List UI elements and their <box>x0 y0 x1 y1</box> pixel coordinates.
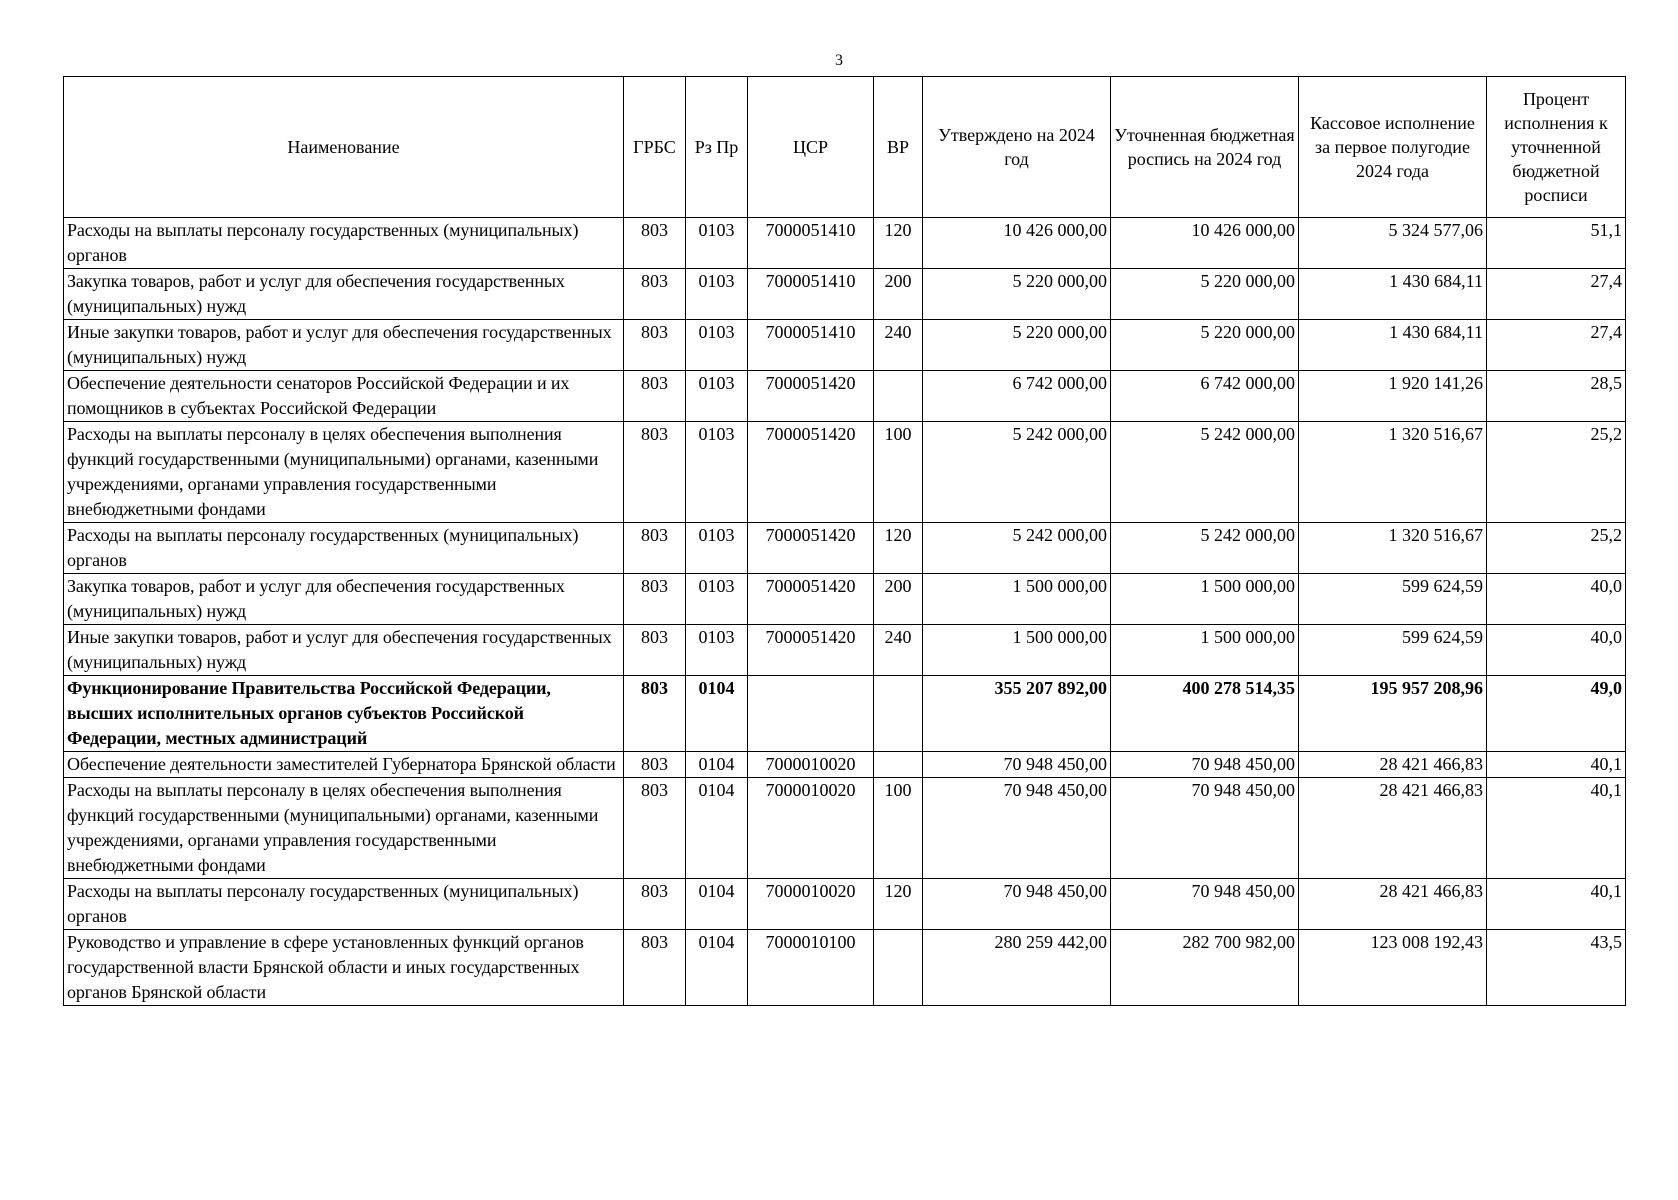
table-row <box>64 218 1626 269</box>
cell-name: Расходы на выплаты персоналу государственных (муниципальных) органов <box>64 218 624 269</box>
cell-cash: 28 421 466,83 <box>1299 752 1487 778</box>
cell-rzpr: 0104 <box>686 930 748 1006</box>
cell-approved: 280 259 442,00 <box>923 930 1111 1006</box>
cell-cash: 1 920 141,26 <box>1299 371 1487 422</box>
cell-cash: 599 624,59 <box>1299 574 1487 625</box>
cell-percent: 25,2 <box>1487 422 1626 523</box>
table-row <box>64 371 1626 422</box>
cell-vr <box>874 930 923 1006</box>
cell-cash: 123 008 192,43 <box>1299 930 1487 1006</box>
cell-vr: 200 <box>874 574 923 625</box>
cell-csr: 7000051410 <box>748 320 874 371</box>
cell-csr: 7000010020 <box>748 778 874 879</box>
cell-refined: 5 242 000,00 <box>1111 523 1299 574</box>
cell-approved: 355 207 892,00 <box>923 676 1111 752</box>
cell-rzpr: 0103 <box>686 625 748 676</box>
cell-rzpr: 0103 <box>686 422 748 523</box>
cell-approved: 5 220 000,00 <box>923 269 1111 320</box>
cell-name: Функционирование Правительства Российской Федерации, высших исполнительных органов субъектов Российской Федерации, местных администраций <box>64 676 624 752</box>
cell-cash: 1 320 516,67 <box>1299 422 1487 523</box>
cell-approved: 1 500 000,00 <box>923 625 1111 676</box>
cell-percent: 51,1 <box>1487 218 1626 269</box>
cell-percent: 25,2 <box>1487 523 1626 574</box>
cell-percent: 43,5 <box>1487 930 1626 1006</box>
cell-vr: 120 <box>874 879 923 930</box>
cell-grbs: 803 <box>624 320 686 371</box>
cell-refined: 70 948 450,00 <box>1111 778 1299 879</box>
cell-name: Расходы на выплаты персоналу в целях обеспечения выполнения функций государственными (муниципальными) органами, казенными учреждениями, органами управления государственными внебюджетными фондами <box>64 422 624 523</box>
cell-percent: 28,5 <box>1487 371 1626 422</box>
cell-approved: 70 948 450,00 <box>923 778 1111 879</box>
cell-name: Расходы на выплаты персоналу государственных (муниципальных) органов <box>64 523 624 574</box>
cell-percent: 40,0 <box>1487 625 1626 676</box>
table-row <box>64 523 1626 574</box>
cell-csr <box>748 676 874 752</box>
col-header-approved: Утверждено на 2024 год <box>923 77 1111 218</box>
cell-percent: 40,1 <box>1487 752 1626 778</box>
budget-execution-table <box>63 76 1626 1006</box>
cell-approved: 70 948 450,00 <box>923 752 1111 778</box>
cell-refined: 5 242 000,00 <box>1111 422 1299 523</box>
cell-vr: 240 <box>874 625 923 676</box>
cell-csr: 7000051420 <box>748 574 874 625</box>
cell-percent: 49,0 <box>1487 676 1626 752</box>
cell-grbs: 803 <box>624 523 686 574</box>
cell-csr: 7000051420 <box>748 371 874 422</box>
cell-csr: 7000010020 <box>748 879 874 930</box>
table-body <box>64 218 1626 1006</box>
cell-refined: 70 948 450,00 <box>1111 879 1299 930</box>
cell-vr: 100 <box>874 778 923 879</box>
cell-refined: 400 278 514,35 <box>1111 676 1299 752</box>
cell-rzpr: 0104 <box>686 676 748 752</box>
cell-name: Иные закупки товаров, работ и услуг для обеспечения государственных (муниципальных) нужд <box>64 320 624 371</box>
cell-cash: 599 624,59 <box>1299 625 1487 676</box>
cell-grbs: 803 <box>624 269 686 320</box>
cell-cash: 1 320 516,67 <box>1299 523 1487 574</box>
cell-csr: 7000010020 <box>748 752 874 778</box>
cell-refined: 10 426 000,00 <box>1111 218 1299 269</box>
cell-rzpr: 0103 <box>686 218 748 269</box>
cell-name: Обеспечение деятельности заместителей Губернатора Брянской области <box>64 752 624 778</box>
cell-rzpr: 0104 <box>686 879 748 930</box>
cell-refined: 5 220 000,00 <box>1111 320 1299 371</box>
cell-csr: 7000051420 <box>748 625 874 676</box>
cell-vr <box>874 752 923 778</box>
cell-cash: 28 421 466,83 <box>1299 778 1487 879</box>
cell-cash: 1 430 684,11 <box>1299 320 1487 371</box>
cell-grbs: 803 <box>624 218 686 269</box>
table-row <box>64 930 1626 1006</box>
header-row <box>64 77 1626 218</box>
cell-name: Закупка товаров, работ и услуг для обеспечения государственных (муниципальных) нужд <box>64 269 624 320</box>
cell-csr: 7000051410 <box>748 218 874 269</box>
table-row <box>64 422 1626 523</box>
table-row <box>64 676 1626 752</box>
table-row <box>64 625 1626 676</box>
cell-vr: 120 <box>874 523 923 574</box>
cell-grbs: 803 <box>624 778 686 879</box>
cell-grbs: 803 <box>624 752 686 778</box>
cell-name: Обеспечение деятельности сенаторов Российской Федерации и их помощников в субъектах Российской Федерации <box>64 371 624 422</box>
col-header-vr: ВР <box>874 77 923 218</box>
cell-grbs: 803 <box>624 574 686 625</box>
cell-refined: 5 220 000,00 <box>1111 269 1299 320</box>
cell-cash: 28 421 466,83 <box>1299 879 1487 930</box>
cell-name: Иные закупки товаров, работ и услуг для обеспечения государственных (муниципальных) нужд <box>64 625 624 676</box>
cell-approved: 5 242 000,00 <box>923 422 1111 523</box>
col-header-cash: Кассовое исполнение за первое полугодие 2024 года <box>1299 77 1487 218</box>
cell-approved: 1 500 000,00 <box>923 574 1111 625</box>
table-row <box>64 574 1626 625</box>
cell-name: Руководство и управление в сфере установленных функций органов государственной власти Брянской области и иных государственных органов Брянской области <box>64 930 624 1006</box>
table-row <box>64 269 1626 320</box>
cell-refined: 1 500 000,00 <box>1111 574 1299 625</box>
cell-grbs: 803 <box>624 930 686 1006</box>
cell-percent: 40,1 <box>1487 778 1626 879</box>
cell-rzpr: 0103 <box>686 320 748 371</box>
cell-approved: 5 242 000,00 <box>923 523 1111 574</box>
cell-rzpr: 0104 <box>686 752 748 778</box>
col-header-percent: Процент исполнения к уточненной бюджетной росписи <box>1487 77 1626 218</box>
cell-grbs: 803 <box>624 371 686 422</box>
cell-rzpr: 0103 <box>686 371 748 422</box>
cell-grbs: 803 <box>624 879 686 930</box>
cell-cash: 1 430 684,11 <box>1299 269 1487 320</box>
table-row <box>64 778 1626 879</box>
cell-vr: 240 <box>874 320 923 371</box>
cell-csr: 7000051420 <box>748 422 874 523</box>
cell-grbs: 803 <box>624 422 686 523</box>
col-header-name: Наименование <box>64 77 624 218</box>
cell-vr: 200 <box>874 269 923 320</box>
col-header-rzpr: Рз Пр <box>686 77 748 218</box>
cell-rzpr: 0103 <box>686 523 748 574</box>
cell-name: Расходы на выплаты персоналу в целях обеспечения выполнения функций государственными (муниципальными) органами, казенными учреждениями, органами управления государственными внебюджетными фондами <box>64 778 624 879</box>
cell-rzpr: 0104 <box>686 778 748 879</box>
cell-csr: 7000051420 <box>748 523 874 574</box>
cell-vr <box>874 371 923 422</box>
cell-percent: 27,4 <box>1487 320 1626 371</box>
cell-vr: 100 <box>874 422 923 523</box>
cell-approved: 70 948 450,00 <box>923 879 1111 930</box>
cell-percent: 27,4 <box>1487 269 1626 320</box>
cell-refined: 282 700 982,00 <box>1111 930 1299 1006</box>
col-header-refined: Уточненная бюджетная роспись на 2024 год <box>1111 77 1299 218</box>
cell-name: Закупка товаров, работ и услуг для обеспечения государственных (муниципальных) нужд <box>64 574 624 625</box>
cell-cash: 195 957 208,96 <box>1299 676 1487 752</box>
cell-refined: 1 500 000,00 <box>1111 625 1299 676</box>
cell-cash: 5 324 577,06 <box>1299 218 1487 269</box>
table-row <box>64 752 1626 778</box>
cell-rzpr: 0103 <box>686 269 748 320</box>
cell-vr: 120 <box>874 218 923 269</box>
cell-approved: 5 220 000,00 <box>923 320 1111 371</box>
table-header <box>64 77 1626 218</box>
cell-rzpr: 0103 <box>686 574 748 625</box>
table-row <box>64 320 1626 371</box>
cell-approved: 10 426 000,00 <box>923 218 1111 269</box>
cell-vr <box>874 676 923 752</box>
col-header-grbs: ГРБС <box>624 77 686 218</box>
cell-percent: 40,1 <box>1487 879 1626 930</box>
cell-csr: 7000051410 <box>748 269 874 320</box>
cell-grbs: 803 <box>624 625 686 676</box>
cell-refined: 6 742 000,00 <box>1111 371 1299 422</box>
page-number: 3 <box>835 52 843 69</box>
table-row <box>64 879 1626 930</box>
cell-grbs: 803 <box>624 676 686 752</box>
cell-name: Расходы на выплаты персоналу государственных (муниципальных) органов <box>64 879 624 930</box>
cell-percent: 40,0 <box>1487 574 1626 625</box>
cell-refined: 70 948 450,00 <box>1111 752 1299 778</box>
cell-csr: 7000010100 <box>748 930 874 1006</box>
col-header-csr: ЦСР <box>748 77 874 218</box>
cell-approved: 6 742 000,00 <box>923 371 1111 422</box>
